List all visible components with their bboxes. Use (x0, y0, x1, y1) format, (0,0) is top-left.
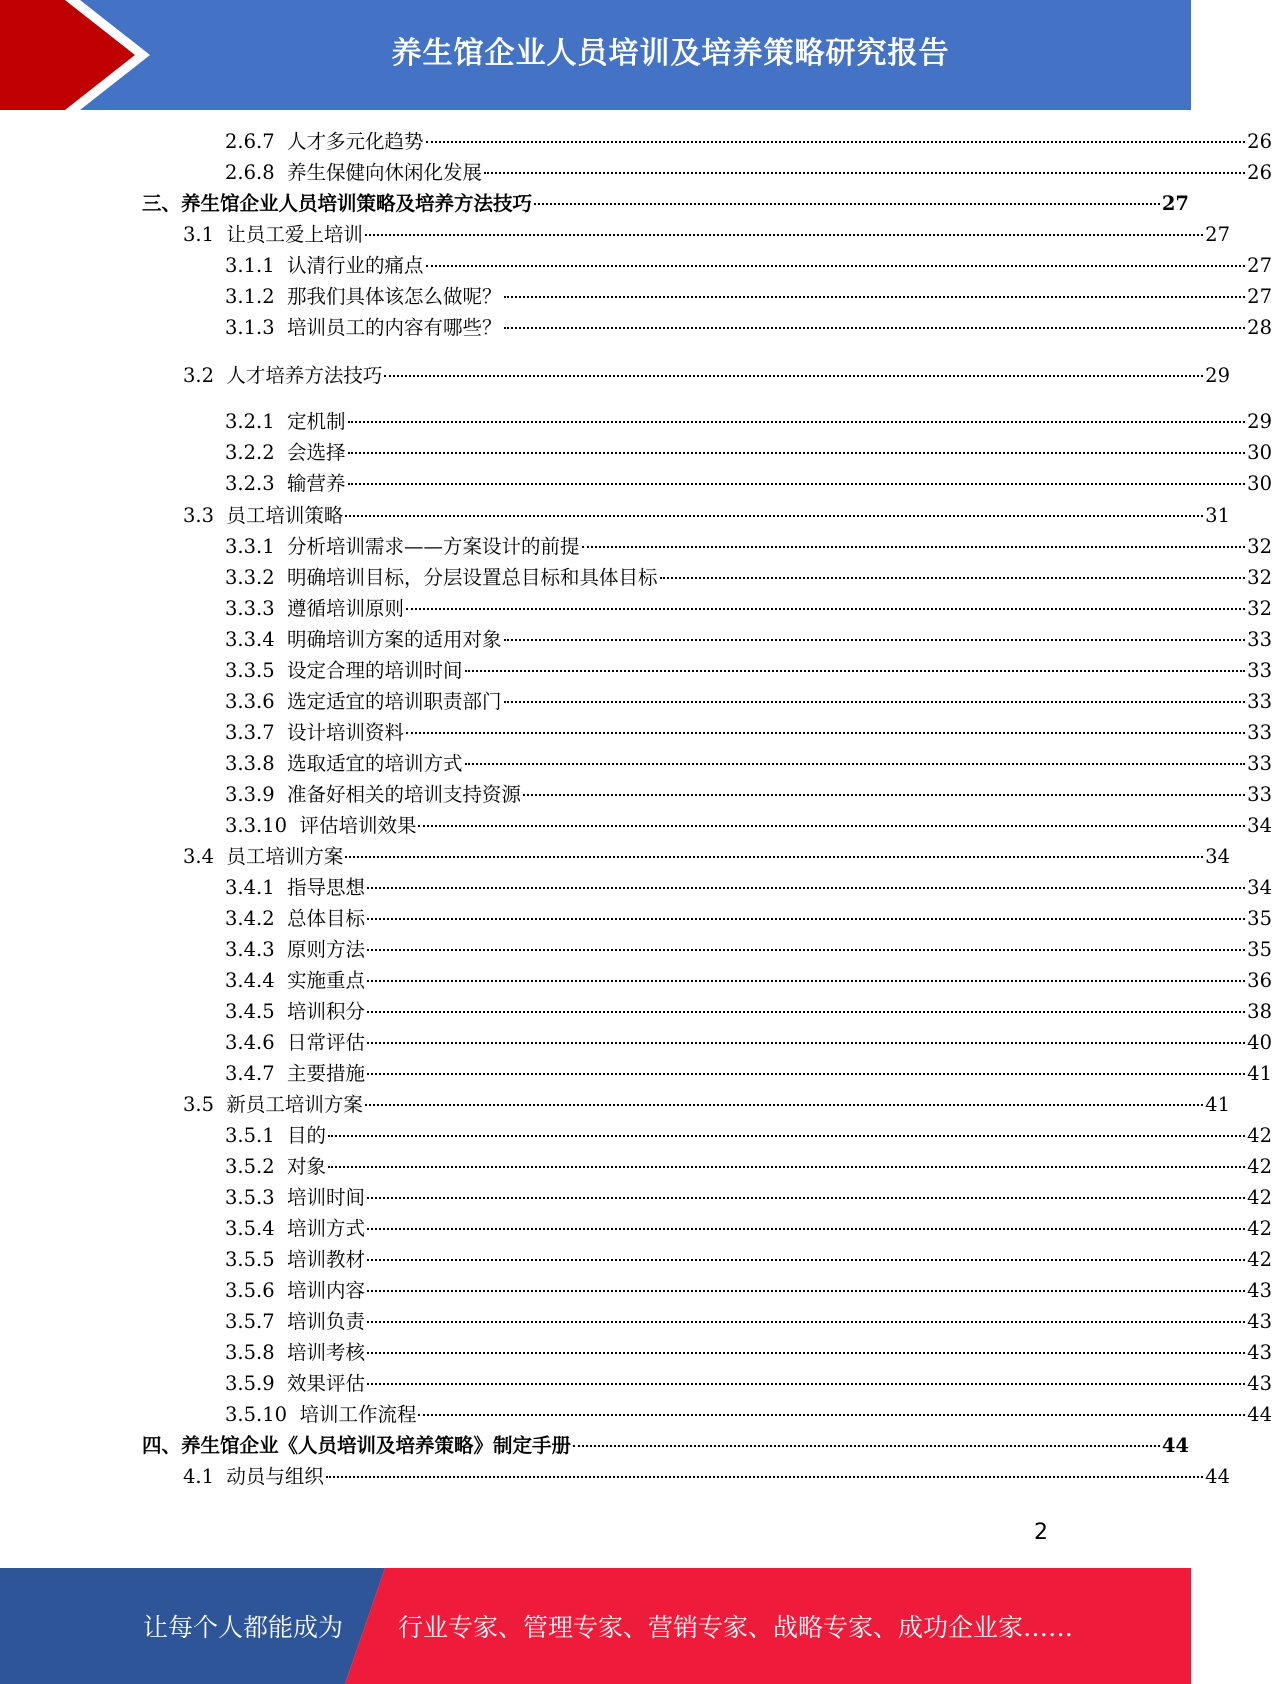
toc-entry-page: 42 (1247, 1155, 1272, 1178)
toc-entry-number: 3.5.4 (225, 1217, 275, 1240)
toc-entry-label: 动员与组织 (226, 1465, 324, 1488)
toc-entry-label: 培训内容 (287, 1279, 366, 1302)
toc-entry-number: 3.5.1 (225, 1124, 275, 1147)
toc-dot-leader (367, 1042, 1245, 1044)
toc-entry-label: 定机制 (287, 410, 346, 433)
toc-entry[interactable] (0, 1184, 1272, 1212)
toc-entry-number: 3.5.8 (225, 1341, 275, 1364)
chevron-arrow-icon (0, 0, 160, 110)
toc-entry-label: 新员工培训方案 (226, 1093, 363, 1116)
toc-entry-label: 日常评估 (287, 1031, 366, 1054)
toc-entry-page: 43 (1247, 1341, 1272, 1364)
toc-entry[interactable] (0, 1215, 1272, 1243)
toc-dot-leader (367, 1259, 1245, 1261)
toc-dot-leader (367, 1290, 1245, 1292)
toc-entry-page: 40 (1247, 1031, 1272, 1054)
toc-entry-number: 4.1 (183, 1465, 215, 1488)
toc-entry-number: 3.1.3 (225, 316, 275, 339)
toc-dot-leader (504, 701, 1246, 703)
toc-entry-label: 养生保健向休闲化发展 (287, 161, 483, 184)
toc-entry-label: 人才培养方法技巧 (226, 364, 383, 387)
toc-dot-leader (345, 856, 1203, 858)
toc-entry-page: 33 (1247, 721, 1272, 744)
toc-entry[interactable] (0, 967, 1272, 995)
toc-entry-label: 评估培训效果 (299, 814, 417, 837)
toc-dot-leader (367, 1321, 1245, 1323)
header-bar (0, 0, 1191, 110)
toc-entry-label: 准备好相关的培训支持资源 (287, 783, 522, 806)
toc-entry[interactable] (0, 1246, 1272, 1274)
toc-entry[interactable] (0, 657, 1272, 685)
page-number: 2 (1034, 1520, 1048, 1545)
toc-entry-page: 34 (1247, 814, 1272, 837)
toc-entry[interactable] (0, 564, 1272, 592)
toc-entry-number: 三、 (142, 192, 182, 215)
toc-entry-label: 人才多元化趋势 (287, 130, 424, 153)
toc-entry-number: 3.4.6 (225, 1031, 275, 1054)
footer-banner (0, 1568, 1191, 1684)
toc-entry[interactable] (0, 314, 1272, 342)
toc-entry-page: 32 (1247, 535, 1272, 558)
toc-entry-page: 30 (1247, 441, 1272, 464)
toc-dot-leader (367, 887, 1245, 889)
toc-entry-label: 选定适宜的培训职责部门 (287, 690, 502, 713)
toc-entry-number: 3.3.3 (225, 597, 275, 620)
toc-entry-number: 3.3.2 (225, 566, 275, 589)
toc-entry[interactable] (0, 905, 1272, 933)
toc-entry-label: 效果评估 (287, 1372, 366, 1395)
toc-entry-page: 43 (1247, 1279, 1272, 1302)
toc-entry-page: 44 (1247, 1403, 1272, 1426)
toc-entry-page: 38 (1247, 1000, 1272, 1023)
toc-entry-page: 32 (1247, 597, 1272, 620)
toc-dot-leader (367, 1011, 1245, 1013)
toc-entry-number: 3.2.1 (225, 410, 275, 433)
toc-entry-label: 设计培训资料 (287, 721, 405, 744)
toc-entry[interactable] (0, 750, 1272, 778)
toc-dot-leader (367, 918, 1245, 920)
toc-entry-number: 3.3 (183, 504, 215, 527)
toc-dot-leader (418, 825, 1245, 827)
toc-entry-label: 让员工爱上培训 (226, 223, 363, 246)
toc-entry[interactable] (0, 1308, 1272, 1336)
toc-entry-page: 29 (1205, 364, 1230, 387)
toc-dot-leader (367, 980, 1245, 982)
toc-entry[interactable] (0, 688, 1272, 716)
toc-entry-label: 养生馆企业《人员培训及培养策略》制定手册 (181, 1434, 572, 1457)
toc-entry[interactable] (0, 128, 1272, 156)
toc-entry-label: 那我们具体该怎么做呢？ (287, 285, 502, 308)
toc-entry-number: 3.2.2 (225, 441, 275, 464)
toc-dot-leader (328, 1135, 1245, 1137)
toc-entry-label: 目的 (287, 1124, 327, 1147)
toc-entry-number: 3.2 (183, 364, 215, 387)
toc-entry-number: 3.4.5 (225, 1000, 275, 1023)
toc-entry[interactable] (0, 1153, 1272, 1181)
toc-entry[interactable] (0, 439, 1272, 467)
toc-entry[interactable] (0, 252, 1272, 280)
toc-entry-label: 员工培训方案 (226, 845, 344, 868)
toc-entry-number: 3.1.1 (225, 254, 275, 277)
toc-dot-leader (367, 1352, 1245, 1354)
toc-entry-label: 培训方式 (287, 1217, 366, 1240)
toc-entry-label: 养生馆企业人员培训策略及培养方法技巧 (181, 192, 533, 215)
toc-entry[interactable] (0, 812, 1272, 840)
toc-entry-page: 30 (1247, 472, 1272, 495)
document-title: 养生馆企业人员培训及培养策略研究报告 (391, 36, 950, 71)
toc-entry[interactable] (0, 1060, 1272, 1088)
toc-entry[interactable] (0, 998, 1272, 1026)
toc-entry[interactable] (0, 1432, 1189, 1460)
toc-entry-label: 培训教材 (287, 1248, 366, 1271)
toc-entry-number: 3.3.5 (225, 659, 275, 682)
toc-entry[interactable] (0, 470, 1272, 498)
toc-entry[interactable] (0, 408, 1272, 436)
toc-entry-number: 3.1 (183, 223, 215, 246)
toc-dot-leader (418, 1414, 1245, 1416)
toc-entry-number: 3.3.9 (225, 783, 275, 806)
toc-entry-page: 42 (1247, 1248, 1272, 1271)
toc-entry[interactable] (0, 843, 1230, 871)
toc-entry[interactable] (0, 781, 1272, 809)
toc-entry-number: 2.6.7 (225, 130, 275, 153)
toc-entry-page: 43 (1247, 1310, 1272, 1333)
toc-entry[interactable] (0, 1339, 1272, 1367)
toc-entry-page: 28 (1247, 316, 1272, 339)
toc-entry-number: 3.5.7 (225, 1310, 275, 1333)
toc-entry-label: 会选择 (287, 441, 346, 464)
toc-entry-page: 29 (1247, 410, 1272, 433)
toc-entry-label: 指导思想 (287, 876, 366, 899)
toc-entry-number: 3.3.8 (225, 752, 275, 775)
toc-entry-label: 原则方法 (287, 938, 366, 961)
toc-dot-leader (406, 732, 1245, 734)
toc-entry-label: 明确培训目标，分层设置总目标和具体目标 (287, 566, 658, 589)
toc-entry-label: 选取适宜的培训方式 (287, 752, 463, 775)
toc-entry[interactable] (0, 719, 1272, 747)
toc-dot-leader (348, 483, 1246, 485)
toc-dot-leader (348, 452, 1246, 454)
toc-entry-number: 四、 (142, 1434, 182, 1457)
toc-entry[interactable] (0, 502, 1230, 530)
toc-entry-page: 34 (1247, 876, 1272, 899)
toc-entry-number: 3.4.1 (225, 876, 275, 899)
toc-entry-number: 3.3.10 (225, 814, 288, 837)
toc-dot-leader (465, 670, 1246, 672)
toc-entry[interactable] (0, 1401, 1272, 1429)
toc-entry-number: 3.4 (183, 845, 215, 868)
toc-entry-page: 33 (1247, 752, 1272, 775)
toc-entry-number: 3.3.6 (225, 690, 275, 713)
toc-entry-label: 认清行业的痛点 (287, 254, 424, 277)
toc-entry[interactable] (0, 283, 1272, 311)
toc-entry-number: 3.4.4 (225, 969, 275, 992)
toc-entry-page: 35 (1247, 938, 1272, 961)
toc-entry-number: 3.1.2 (225, 285, 275, 308)
toc-entry-label: 明确培训方案的适用对象 (287, 628, 502, 651)
toc-dot-leader (504, 296, 1246, 298)
toc-entry-label: 分析培训需求——方案设计的前提 (287, 535, 580, 558)
toc-dot-leader (328, 1166, 1245, 1168)
toc-entry-number: 2.6.8 (225, 161, 275, 184)
toc-dot-leader (367, 1383, 1245, 1385)
toc-dot-leader (326, 1476, 1203, 1478)
toc-dot-leader (367, 1228, 1245, 1230)
toc-entry[interactable] (0, 533, 1272, 561)
toc-entry[interactable] (0, 595, 1272, 623)
toc-dot-leader (465, 763, 1246, 765)
toc-entry-page: 42 (1247, 1186, 1272, 1209)
toc-dot-leader (367, 1197, 1245, 1199)
toc-entry[interactable] (0, 1091, 1230, 1119)
toc-entry-label: 主要措施 (287, 1062, 366, 1085)
toc-entry-number: 3.5.3 (225, 1186, 275, 1209)
toc-entry-page: 33 (1247, 628, 1272, 651)
toc-dot-leader (406, 608, 1245, 610)
toc-entry[interactable] (0, 1122, 1272, 1150)
toc-entry-page: 43 (1247, 1372, 1272, 1395)
toc-entry-label: 对象 (287, 1155, 327, 1178)
toc-entry-number: 3.5.10 (225, 1403, 288, 1426)
toc-entry-label: 培训积分 (287, 1000, 366, 1023)
toc-entry-page: 33 (1247, 690, 1272, 713)
toc-entry-number: 3.3.7 (225, 721, 275, 744)
toc-entry-label: 培训时间 (287, 1186, 366, 1209)
toc-dot-leader (582, 546, 1246, 548)
toc-dot-leader (523, 794, 1245, 796)
toc-entry-label: 实施重点 (287, 969, 366, 992)
toc-entry-page: 33 (1247, 783, 1272, 806)
toc-entry-label: 培训工作流程 (299, 1403, 417, 1426)
toc-entry-number: 3.5 (183, 1093, 215, 1116)
toc-entry-page: 33 (1247, 659, 1272, 682)
toc-entry-page: 44 (1205, 1465, 1230, 1488)
toc-entry-label: 遵循培训原则 (287, 597, 405, 620)
toc-entry-page: 31 (1205, 504, 1230, 527)
toc-entry-number: 3.2.3 (225, 472, 275, 495)
toc-dot-leader (573, 1445, 1160, 1447)
toc-entry-number: 3.3.4 (225, 628, 275, 651)
toc-entry-label: 员工培训策略 (226, 504, 344, 527)
toc-entry-page: 42 (1247, 1217, 1272, 1240)
toc-entry-label: 输营养 (287, 472, 346, 495)
toc-entry[interactable] (0, 626, 1272, 654)
toc-entry-page: 27 (1161, 192, 1189, 215)
toc-dot-leader (384, 375, 1203, 377)
toc-entry-page: 26 (1247, 130, 1272, 153)
toc-entry-page: 27 (1247, 285, 1272, 308)
footer-slogan-left: 让每个人都能成为 (143, 1613, 344, 1642)
toc-entry[interactable] (0, 159, 1272, 187)
toc-dot-leader (367, 949, 1245, 951)
toc-entry[interactable] (0, 190, 1189, 218)
toc-entry-number: 3.5.6 (225, 1279, 275, 1302)
toc-entry-number: 3.5.5 (225, 1248, 275, 1271)
toc-dot-leader (504, 639, 1246, 641)
toc-dot-leader (365, 1104, 1203, 1106)
toc-dot-leader (426, 265, 1246, 267)
toc-entry-page: 32 (1247, 566, 1272, 589)
toc-entry[interactable] (0, 874, 1272, 902)
toc-dot-leader (504, 327, 1246, 329)
toc-entry-page: 27 (1247, 254, 1272, 277)
toc-dot-leader (367, 1073, 1245, 1075)
toc-entry-page: 36 (1247, 969, 1272, 992)
toc-entry-label: 培训负责 (287, 1310, 366, 1333)
toc-entry[interactable] (0, 221, 1230, 249)
toc-dot-leader (345, 515, 1203, 517)
toc-entry-label: 设定合理的培训时间 (287, 659, 463, 682)
toc-entry[interactable] (0, 1029, 1272, 1057)
toc-entry-number: 3.4.7 (225, 1062, 275, 1085)
toc-entry[interactable] (0, 936, 1272, 964)
toc-dot-leader (484, 172, 1245, 174)
toc-entry[interactable] (0, 1277, 1272, 1305)
toc-entry-page: 41 (1247, 1062, 1272, 1085)
toc-entry-number: 3.4.2 (225, 907, 275, 930)
footer-slogan-right: 行业专家、管理专家、营销专家、战略专家、成功企业家…… (398, 1613, 1074, 1642)
toc-entry-number: 3.3.1 (225, 535, 275, 558)
toc-entry-page: 26 (1247, 161, 1272, 184)
toc-entry-page: 34 (1205, 845, 1230, 868)
toc-entry[interactable] (0, 1463, 1230, 1491)
toc-entry-label: 总体目标 (287, 907, 366, 930)
toc-entry-page: 44 (1161, 1434, 1189, 1457)
toc-dot-leader (534, 203, 1160, 205)
toc-entry-label: 培训考核 (287, 1341, 366, 1364)
toc-entry-label: 培训员工的内容有哪些？ (287, 316, 502, 339)
toc-entry-page: 42 (1247, 1124, 1272, 1147)
toc-entry[interactable] (0, 362, 1230, 390)
toc-dot-leader (660, 577, 1246, 579)
toc-entry-page: 27 (1205, 223, 1230, 246)
toc-entry-page: 41 (1205, 1093, 1230, 1116)
toc-entry-number: 3.5.9 (225, 1372, 275, 1395)
toc-entry[interactable] (0, 1370, 1272, 1398)
toc-dot-leader (365, 234, 1203, 236)
toc-entry-page: 35 (1247, 907, 1272, 930)
toc-dot-leader (348, 421, 1246, 423)
toc-entry-number: 3.5.2 (225, 1155, 275, 1178)
toc-dot-leader (426, 141, 1246, 143)
toc-entry-number: 3.4.3 (225, 938, 275, 961)
